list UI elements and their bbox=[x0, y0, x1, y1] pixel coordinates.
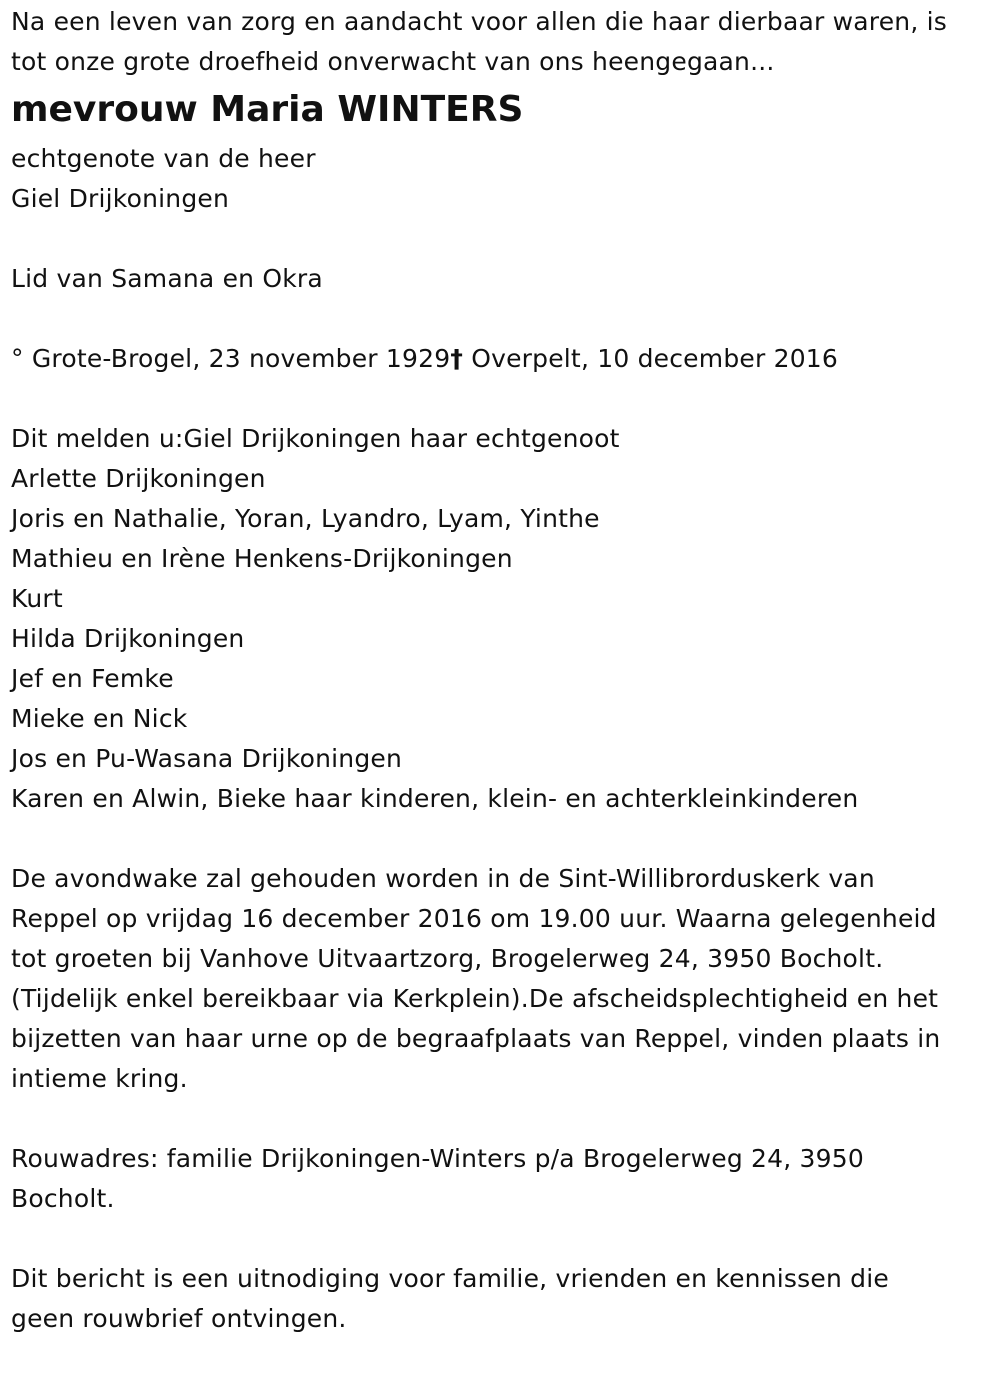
cross-icon: † bbox=[450, 344, 464, 373]
birth-date: ° Grote-Brogel, 23 november 1929 bbox=[11, 344, 451, 373]
spouse-name: Giel Drijkoningen bbox=[11, 184, 230, 213]
spacer bbox=[11, 1099, 990, 1139]
family-line: Mieke en Nick bbox=[11, 704, 188, 733]
closing-line: geen rouwbrief ontvingen. bbox=[11, 1304, 347, 1333]
spacer bbox=[11, 1219, 990, 1259]
family-line: Kurt bbox=[11, 584, 63, 613]
ceremony-line: Reppel op vrijdag 16 december 2016 om 19.00 uur. Waarna gelegenheid bbox=[11, 904, 937, 933]
ceremony-line: (Tijdelijk enkel bereikbaar via Kerkplein).De afscheidsplechtigheid en het bbox=[11, 984, 939, 1013]
spacer bbox=[11, 819, 990, 859]
deceased-name: mevrouw Maria WINTERS bbox=[11, 89, 524, 130]
family-line: Arlette Drijkoningen bbox=[11, 464, 266, 493]
spacer bbox=[11, 219, 990, 259]
spouse-line: echtgenote van de heer bbox=[11, 144, 316, 173]
ceremony-line: De avondwake zal gehouden worden in de Sint-Willibrorduskerk van bbox=[11, 864, 875, 893]
family-list bbox=[11, 419, 990, 819]
spouse-block bbox=[11, 139, 990, 219]
death-date: Overpelt, 10 december 2016 bbox=[463, 344, 839, 373]
family-line: Jef en Femke bbox=[11, 664, 174, 693]
membership-text: Lid van Samana en Okra bbox=[11, 264, 323, 293]
intro-paragraph bbox=[11, 2, 990, 82]
family-line: Joris en Nathalie, Yoran, Lyandro, Lyam, Yinthe bbox=[11, 504, 600, 533]
closing-line: Dit bericht is een uitnodiging voor familie, vrienden en kennissen die bbox=[11, 1264, 889, 1293]
dates-line bbox=[11, 339, 990, 379]
address-line: Bocholt. bbox=[11, 1184, 115, 1213]
ceremony-line: bijzetten van haar urne op de begraafplaats van Reppel, vinden plaats in bbox=[11, 1024, 941, 1053]
ceremony-line: intieme kring. bbox=[11, 1064, 188, 1093]
family-line: Hilda Drijkoningen bbox=[11, 624, 245, 653]
intro-line: Na een leven van zorg en aandacht voor allen die haar dierbaar waren, is bbox=[11, 7, 948, 36]
address-paragraph bbox=[11, 1139, 990, 1219]
family-line: Dit melden u:Giel Drijkoningen haar echtgenoot bbox=[11, 424, 620, 453]
closing-paragraph bbox=[11, 1259, 990, 1339]
address-line: Rouwadres: familie Drijkoningen-Winters p/a Brogelerweg 24, 3950 bbox=[11, 1144, 864, 1173]
family-line: Karen en Alwin, Bieke haar kinderen, klein- en achterkleinkinderen bbox=[11, 784, 859, 813]
spacer bbox=[11, 299, 990, 339]
ceremony-line: tot groeten bij Vanhove Uitvaartzorg, Brogelerweg 24, 3950 Bocholt. bbox=[11, 944, 884, 973]
spacer bbox=[11, 379, 990, 419]
family-line: Jos en Pu-Wasana Drijkoningen bbox=[11, 744, 403, 773]
family-line: Mathieu en Irène Henkens-Drijkoningen bbox=[11, 544, 513, 573]
intro-line: tot onze grote droefheid onverwacht van ons heengegaan... bbox=[11, 47, 775, 76]
ceremony-paragraph bbox=[11, 859, 990, 1099]
